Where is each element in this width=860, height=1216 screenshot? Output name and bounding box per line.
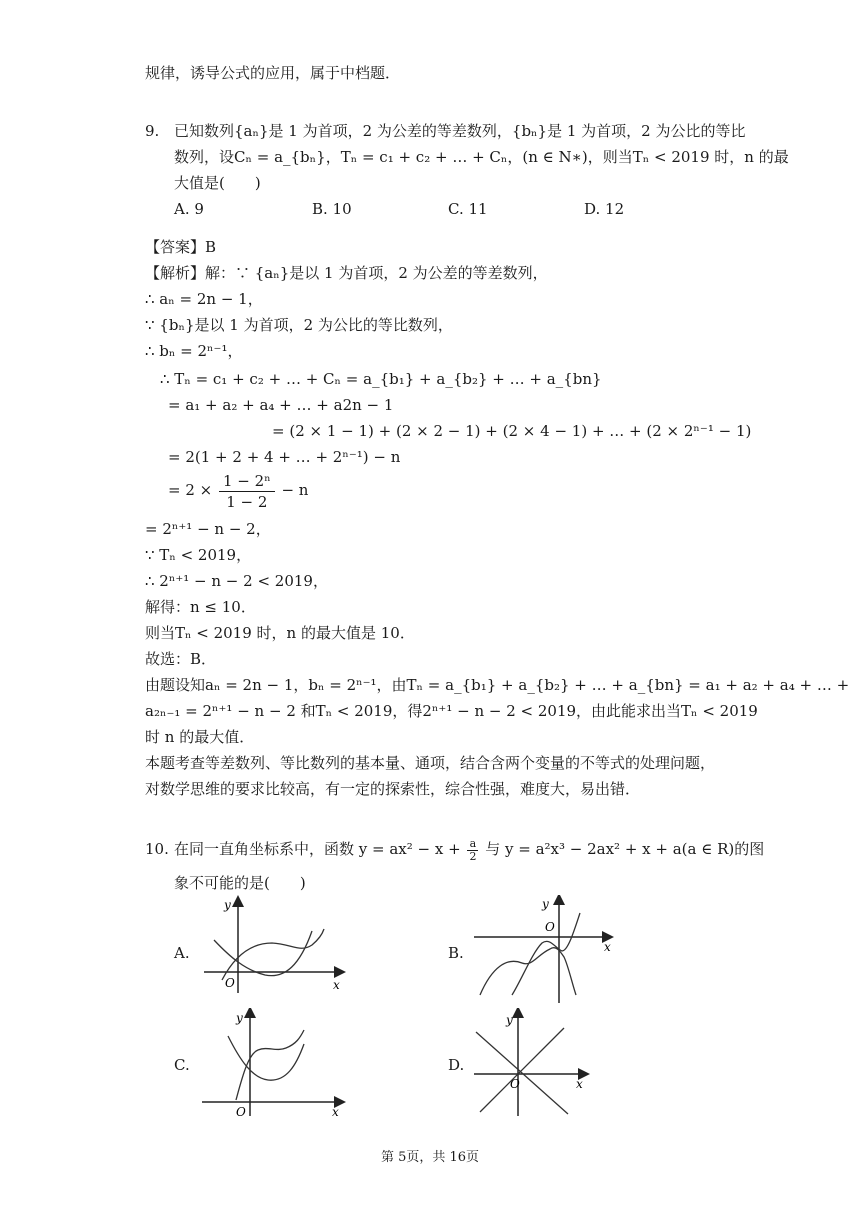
q10-option-a-label: A.: [174, 944, 190, 962]
analysis-line-1: 【解析】解：∵ {aₙ}是以 1 为首项，2 为公差的等差数列，: [145, 264, 548, 282]
graph-c-origin: O: [236, 1105, 246, 1118]
graph-b: [472, 895, 622, 1005]
analysis-line-10: = 2ⁿ⁺¹ − n − 2，: [145, 520, 271, 538]
graph-c-x-label: x: [332, 1105, 339, 1118]
graph-b-origin: O: [545, 920, 555, 934]
graph-c-y-label: y: [236, 1011, 243, 1025]
q10-line1: [174, 834, 764, 864]
analysis-line-13: 解得：n ≤ 10．: [145, 598, 256, 616]
graph-b-x-label: x: [604, 940, 611, 954]
analysis-line-19: 本题考查等差数列、等比数列的基本量、通项，结合含两个变量的不等式的处理问题，: [145, 754, 716, 772]
q9-option-a: A. 9: [174, 200, 204, 218]
graph-a-y-label: y: [224, 898, 231, 912]
q9-option-b: B. 10: [312, 200, 352, 218]
analysis-line-5: ∴ Tₙ = c₁ + c₂ + … + Cₙ = a_{b₁} + a_{b₂} + … + a_{bn}: [160, 370, 602, 388]
analysis-line-8: = 2(1 + 2 + 4 + … + 2ⁿ⁻¹) − n: [168, 448, 401, 466]
q10-line1-pre: 在同一直角坐标系中，函数 y = ax² − x +: [174, 840, 461, 858]
page-footer: 第 5页，共 16页: [380, 1150, 480, 1165]
analysis-line-3: ∵ {bₙ}是以 1 为首项，2 为公比的等比数列，: [145, 316, 453, 334]
graph-d-x-label: x: [576, 1077, 583, 1091]
graph-a-origin: O: [225, 976, 235, 990]
graph-d: [472, 1008, 592, 1118]
analysis-line-9-post: − n: [281, 481, 309, 499]
analysis-line-6: = a₁ + a₂ + a₄ + … + a2n − 1: [168, 396, 394, 414]
q10-line2: 象不可能的是( ): [174, 874, 306, 892]
q9-number: 9.: [145, 122, 160, 140]
analysis-line-4: ∴ bₙ = 2ⁿ⁻¹，: [145, 342, 243, 360]
analysis-fraction-denominator: 1 − 2: [226, 492, 268, 511]
answer: 【答案】B: [145, 238, 217, 256]
q10-fraction-denominator: 2: [469, 849, 477, 863]
analysis-line-15: 故选：B．: [145, 650, 217, 668]
analysis-line-9-pre: = 2 ×: [168, 481, 213, 499]
graph-a: [200, 895, 350, 995]
q10-line1-post: 与 y = a²x³ − 2ax² + x + a(a ∈ R)的图: [485, 840, 765, 858]
graph-b-y-label: y: [542, 897, 549, 911]
q9-option-c: C. 11: [448, 200, 488, 218]
q9-option-d: D. 12: [584, 200, 625, 218]
graph-c: [200, 1008, 350, 1118]
analysis-fraction-numerator: 1 − 2ⁿ: [219, 471, 275, 492]
graph-d-origin: O: [510, 1077, 520, 1091]
q9-line3: 大值是( ): [174, 174, 261, 192]
analysis-line-7: = (2 × 1 − 1) + (2 × 2 − 1) + (2 × 4 − 1) + … + (2 × 2ⁿ⁻¹ − 1): [272, 422, 752, 440]
q10-number: 10.: [145, 840, 169, 858]
analysis-line-17: a₂ₙ₋₁ = 2ⁿ⁺¹ − n − 2 和Tₙ < 2019，得2ⁿ⁺¹ − n − 2 < 2019，由此能求出当Tₙ < 2019: [145, 702, 758, 720]
graph-a-x-label: x: [333, 978, 340, 992]
q10-option-d-label: D.: [448, 1056, 465, 1074]
q10-option-c-label: C.: [174, 1056, 190, 1074]
analysis-line-18: 时 n 的最大值．: [145, 728, 255, 746]
q9-line1: 已知数列{aₙ}是 1 为首项，2 为公差的等差数列，{bₙ}是 1 为首项，2 为公比的等比: [174, 122, 746, 140]
analysis-line-14: 则当Tₙ < 2019 时，n 的最大值是 10．: [145, 624, 415, 642]
q9-line2: 数列，设Cₙ = a_{bₙ}，Tₙ = c₁ + c₂ + … + Cₙ，(n ∈ N∗)，则当Tₙ < 2019 时，n 的最: [174, 148, 789, 166]
q10-option-b-label: B.: [448, 944, 464, 962]
analysis-line-16: 由题设知aₙ = 2n − 1，bₙ = 2ⁿ⁻¹，由Tₙ = a_{b₁} + a_{b₂} + … + a_{bn} = a₁ + a₂ + a₄ + … +: [145, 676, 850, 694]
q10-fraction-numerator: a: [467, 838, 478, 851]
top-line: 规律，诱导公式的应用，属于中档题．: [145, 64, 401, 82]
analysis-fraction: [219, 471, 275, 512]
q10-fraction: [467, 838, 478, 863]
analysis-line-12: ∴ 2ⁿ⁺¹ − n − 2 < 2019，: [145, 572, 328, 590]
analysis-line-2: ∴ aₙ = 2n − 1，: [145, 290, 263, 308]
analysis-line-20: 对数学思维的要求比较高，有一定的探索性，综合性强，难度大，易出错．: [145, 780, 641, 798]
analysis-line-11: ∵ Tₙ < 2019，: [145, 546, 252, 564]
graph-d-y-label: y: [506, 1013, 513, 1027]
analysis-line-9: [168, 470, 308, 512]
